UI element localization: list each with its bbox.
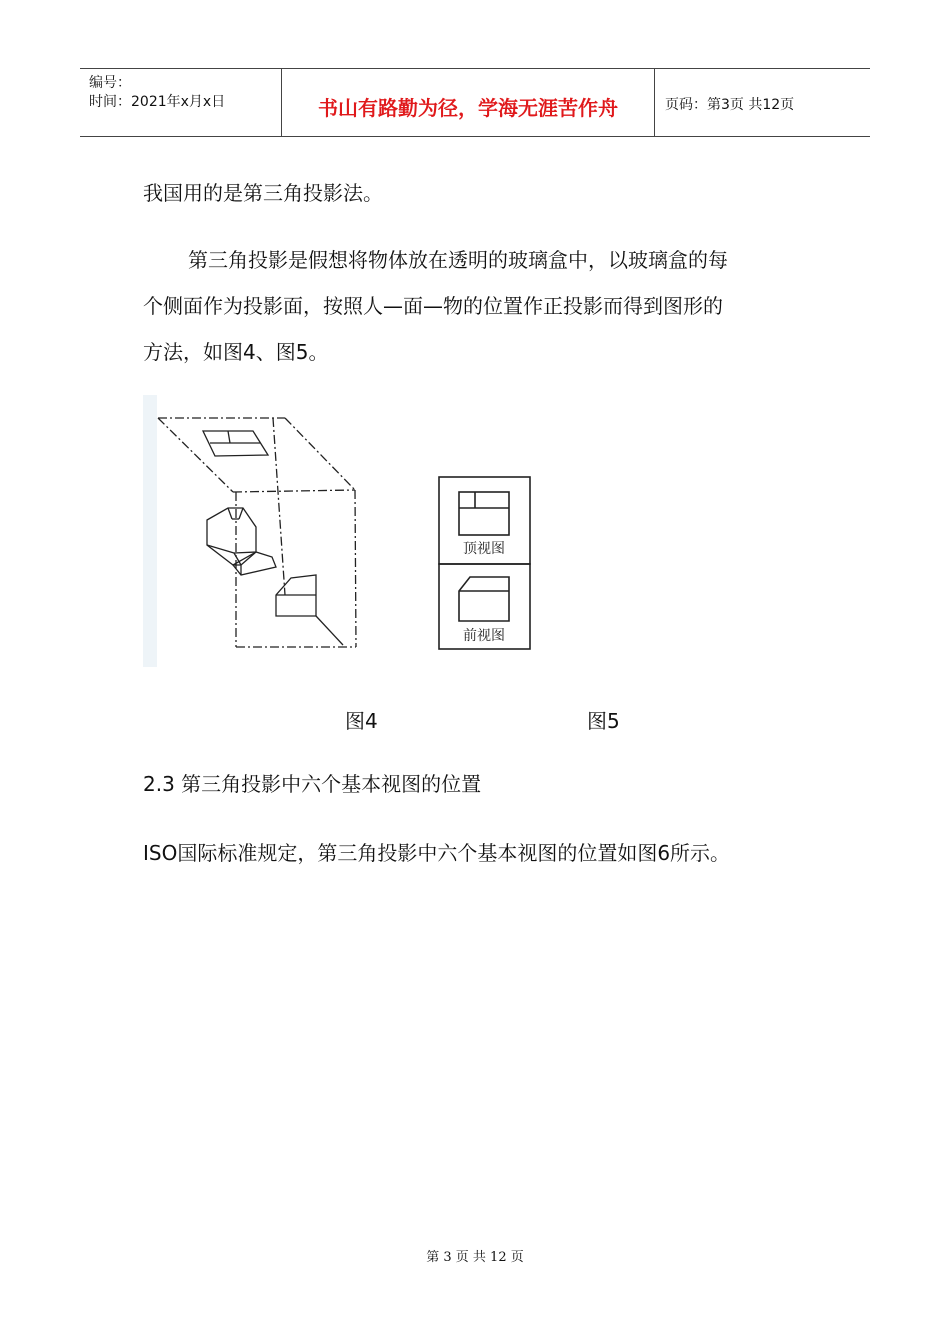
top-view-projection xyxy=(203,431,268,456)
header-meta-cell xyxy=(80,69,282,136)
front-view-shape xyxy=(459,577,509,621)
figure-5-orthographic-views xyxy=(437,475,533,653)
header-motto: 书山有路勤为径，学海无涯苦作舟 xyxy=(318,96,618,120)
paragraph-3: ISO国际标准规定，第三角投影中六个基本视图的位置如图6所示。 xyxy=(143,841,731,865)
page-footer: 第 3 页 共 12 页 xyxy=(426,1250,524,1265)
top-view-label: 顶视图 xyxy=(463,541,505,557)
doc-number-label: 编号： xyxy=(89,75,131,91)
doc-time-label: 时间：2021年x月x日 xyxy=(89,94,226,110)
paragraph-2-line-2: 个侧面作为投影面，按照人—面—物的位置作正投影而得到图形的 xyxy=(143,294,723,318)
front-view-label: 前视图 xyxy=(463,628,505,644)
page-header xyxy=(80,68,870,137)
header-page-info: 页码：第3页 共12页 xyxy=(665,97,795,113)
scan-shadow xyxy=(143,395,157,667)
paragraph-2-line-3: 方法，如图4、图5。 xyxy=(143,340,329,364)
section-heading: 2.3 第三角投影中六个基本视图的位置 xyxy=(143,772,482,796)
object-3d xyxy=(207,508,276,575)
figure-5-caption: 图5 xyxy=(587,709,620,733)
front-view-projection xyxy=(276,575,343,645)
header-motto-cell xyxy=(282,69,655,136)
paragraph-1: 我国用的是第三角投影法。 xyxy=(143,181,383,205)
figure-4-caption: 图4 xyxy=(345,709,378,733)
paragraph-2-line-1: 第三角投影是假想将物体放在透明的玻璃盒中，以玻璃盒的每 xyxy=(188,248,728,272)
figure-4-glass-box-drawing xyxy=(143,395,368,667)
top-view-shape xyxy=(459,492,509,535)
header-page-cell xyxy=(655,69,870,136)
glass-box-outline xyxy=(158,418,356,647)
